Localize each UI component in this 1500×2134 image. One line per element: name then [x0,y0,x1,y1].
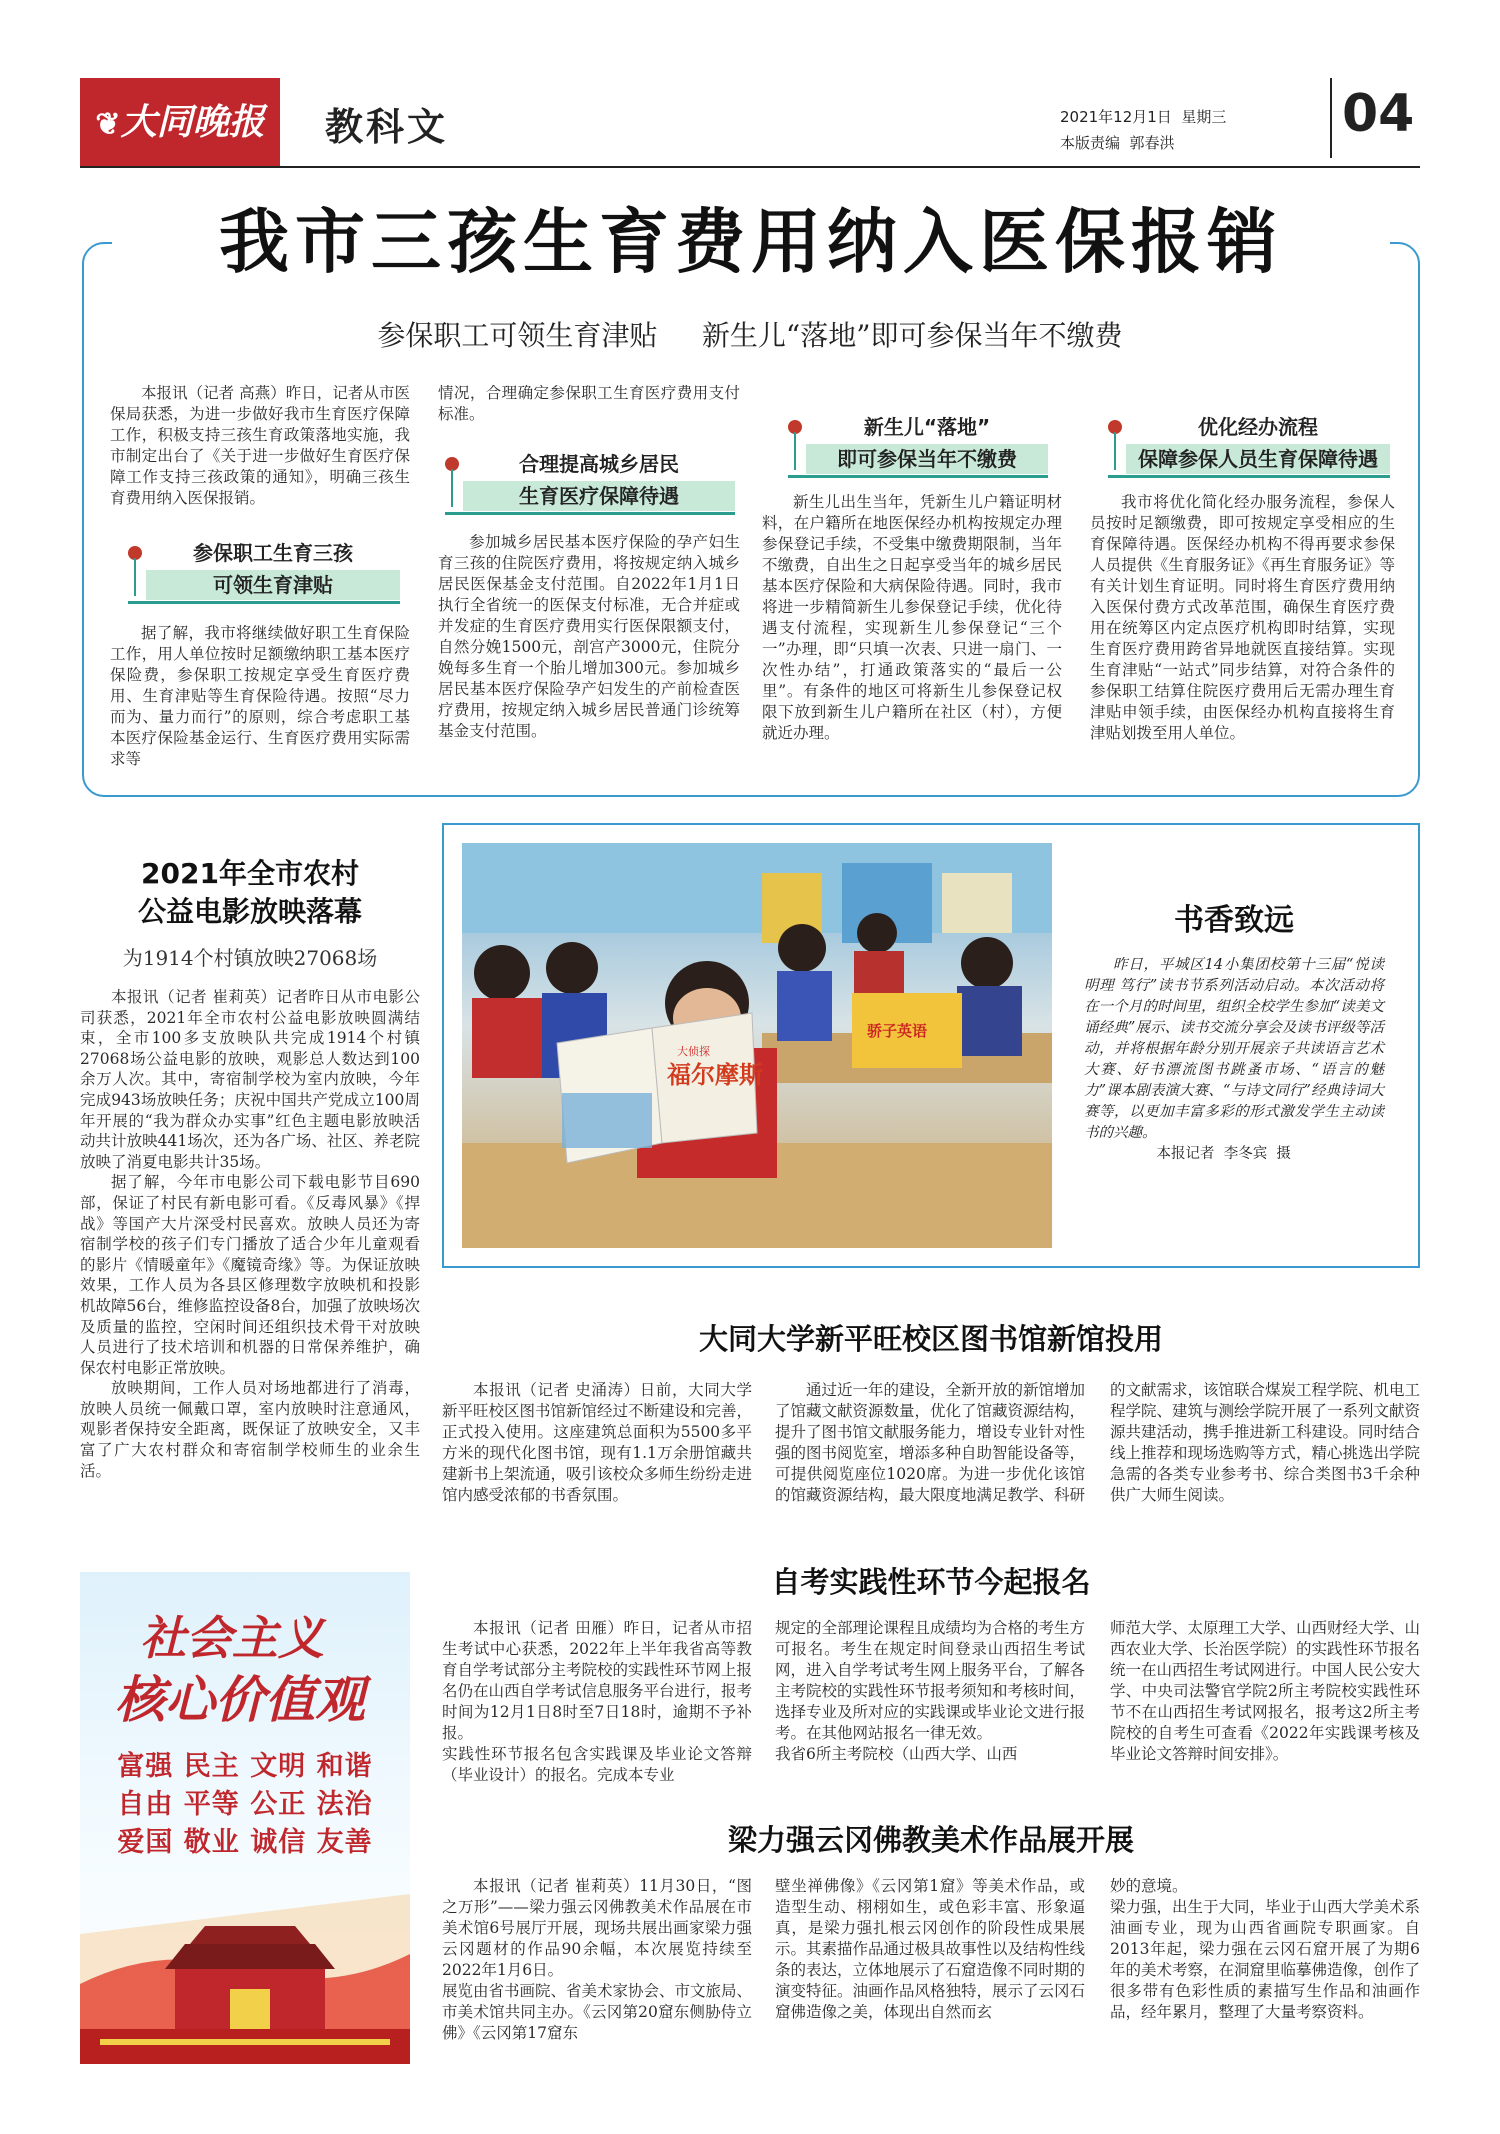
lead-col1-text: 据了解，我市将继续做好职工生育保险工作，用人单位按时足额缴纳职工基本医疗保险费，参保职工按规定享受生育医疗费用、生育津贴等生育保险待遇。按照“尽力而为、量力而行”的原则，综合考虑职工基本医疗保险基金运行、生育医疗费用实际需求等 [110,624,410,768]
exam-title: 自考实践性环节今起报名 [771,1565,1091,1599]
art-title: 梁力强云冈佛教美术作品展开展 [727,1823,1134,1857]
student-body [957,986,1022,1056]
lead-col2-top [438,383,740,425]
lead-col3-text: 新生儿出生当年，凭新生儿户籍证明材料，在户籍所在地医保经办机构按规定办理参保登记手续，不受集中缴费期限制，当年不缴费，自出生之日起享受当年的城乡居民基本医疗保险和大病保险待遇。同时，我市将进一步精简新生儿参保登记手续，优化待遇支付流程，实现新生儿参保登记“三个一”办理，即“只填一次表、只进一扇门、一次性办结”，打通政策落实的“最后一公里”。有条件的地区可将新生儿参保登记权限下放到新生儿户籍所在社区（村），方便就近办理。 [762,493,1062,742]
poster-values-row: 富强 民主 文明 和谐 [117,1751,373,1782]
poster-title-line1: 社会主义 [140,1611,324,1665]
lead-headline: 我市三孩生育费用纳入医保报销 [112,200,1390,284]
section-name: 教科文 [325,104,449,149]
student-body [472,998,542,1078]
issue-date: 2021年12月1日 星期三 [1060,108,1227,126]
bullet-stem [794,432,796,470]
exam-text: 本报讯（记者 田雁）昨日，记者从市招生考试中心获悉，2022年上半年我省高等教育自学考试部分主考院校的实践性环节网上报名仍在山西自学考试信息服务平台进行，报考时间为12月1日8时至7日18时，逾期不予补报。 实践性环节报名包含实践课及毕业论文答辩（毕业设计）的报名。完成本专业 [442,1619,753,1784]
page-editor: 本版责编 郭春洪 [1060,134,1175,152]
film-para: 本报讯（记者 崔莉英）记者昨日从市电影公司获悉，2021年全市农村公益电影放映圆满结束，全市100多支放映队共完成1914个村镇27068场公益电影的放映，观影总人数达到100余万人次。其中，寄宿制学校为室内放映，今年完成943场放映任务；庆祝中国共产党成立100周年开展的“我为群众办实事”红色主题电影放映活动共计放映441场次，还为各广场、社区、养老院放映了消夏电影共计35场。 [80,988,420,1171]
subhead-box-4 [1108,412,1390,478]
library-text: 通过近一年的建设，全新开放的新馆增加了馆藏文献资源数量，优化了馆藏资源结构，提升了图书馆文献服务能力，增设专业针对性强的图书阅览室，增添多种自助智能设备等，可提供阅览座位1020席。为进一步优化该馆的馆藏资源结构，最大限度地满足教学、科研 [775,1381,1086,1504]
student-head [778,924,826,972]
exam-text: 规定的全部理论课程且成绩均为合格的考生方可报名。考生在规定时间登录山西招生考试网，进入自学考试考生网上服务平台，了解各主考院校的实践性环节报考须知和考核时间，选择专业及所对应的实践课或毕业论文进行报考。在其他网站报名一律无效。 我省6所主考院校（山西大学、山西 [775,1619,1086,1763]
poster-values-row: 自由 平等 公正 法治 [117,1789,373,1820]
book-cover-series: 大侦探 [677,1045,710,1058]
divider [1330,78,1332,158]
film-para: 放映期间，工作人员对场地都进行了消毒，放映人员统一佩戴口罩，室内放映时注意通风，观影者保持安全距离，既保证了放映安全，又丰富了广大农村群众和寄宿制学校师生的业余生活。 [80,1379,420,1480]
exam-text: 师范大学、太原理工大学、山西财经大学、山西农业大学、长治医学院）的实践性环节报名统一在山西招生考试网进行。中国人民公安大学、中央司法警官学院2所主考院校实践性环节不在山西招生考试网报名，报考这2所主考院校的自考生可查看《2022年实践课考核及毕业论文答辩时间安排》。 [1110,1619,1421,1763]
film-title-line1: 2021年全市农村 [141,857,359,890]
poster-values-row: 爱国 敬业 诚信 友善 [117,1827,373,1858]
lead-col3-body [762,492,1062,744]
bullet-stem [451,469,453,507]
art-text: 壁坐禅佛像》《云冈第1窟》等美术作品，或造型生动、栩栩如生，或色彩丰富、形象逼真，是梁力强扎根云冈创作的阶段性成果展示。其素描作品通过极具故事性以及结构性线条的表达，立体地展示了石窟造像不同时期的演变特征。油画作品风格独特，展示了云冈石窟佛造像之美，体现出自然而玄 [775,1877,1086,2021]
library-col1 [442,1380,752,1506]
core-values-poster [80,1572,410,2064]
art-col3 [1110,1876,1420,2023]
student-head [474,945,530,1001]
book-cover-title: 福尔摩斯 [667,1061,763,1089]
subhead-line: 生育医疗保障待遇 [463,481,735,511]
poster-title-line2: 核心价值观 [115,1670,365,1729]
lead-col2-top-text: 情况，合理确定参保职工生育医疗费用支付标准。 [438,384,740,423]
subhead-line: 优化经办流程 [1198,415,1318,439]
subhead-line: 可领生育津贴 [146,570,400,600]
photo-title: 书香致远 [1174,903,1294,938]
masthead [80,78,1420,168]
logo-text: 大同晚报 [120,101,265,143]
library-text: 本报讯（记者 史涌涛）日前，大同大学新平旺校区图书馆新馆经过不断建设和完善，正式投入使用。这座建筑总面积为5500多平方米的现代化图书馆，现有1.1万余册馆藏共建新书上架流通，吸引该校众多师生纷纷走进馆内感受浓郁的书香氛围。 [442,1381,753,1504]
film-title-line2: 公益电影放映落幕 [137,895,362,928]
library-text: 的文献需求，该馆联合煤炭工程学院、机电工程学院、建筑与测绘学院开展了一系列文献资源共建活动，携手推进新工科建设。同时结合线上推荐和现场选购等方式，精心挑选出学院急需的各类专业参考书、综合类图书3千余种供广大师生阅读。 [1110,1381,1421,1504]
art-text: 本报讯（记者 崔莉英）11月30日，“图之万形”——梁力强云冈佛教美术作品展在市美术馆6号展厅开展，现场共展出画家梁力强云冈题材的作品90余幅，本次展览持续至2022年1月6日。 展览由省书画院、省美术家协会、市文旅局、市美术馆共同主办。《云冈第20窟东侧胁侍立佛》《云冈第17窟东 [442,1877,753,2042]
subhead-line: 合理提高城乡居民 [519,452,679,476]
photo-caption-text: 昨日，平城区14小集团校第十三届“悦读 明理 笃行”读书节系列活动启动。本次活动将在一个月的时间里，组织全校学生参加“读美文 诵经典”展示、读书交流分享会及读书评级等活动，并将根据年龄分别开展亲子共读语言艺术大赛、好书漂流图书跳蚤市场、“语言的魅力”课本剧表演大赛、“与诗文同行”经典诗词大赛等，以更加丰富多彩的形式激发学生主动读书的兴趣。 [1084,957,1384,1141]
lead-col4-body [1090,492,1395,744]
photo-credit: 本报记者 李冬宾 摄 [1156,1146,1291,1162]
classroom-reading-photo [462,843,1052,1248]
subhead-line: 保障参保人员生育保障待遇 [1126,444,1390,474]
lead-col4-text: 我市将优化简化经办服务流程，参保人员按时足额缴费，即可按规定享受相应的生育保障待遇。医保经办机构不得再要求参保人员提供《生育服务证》《再生育服务证》等有关计划生育证明。同时将生育医疗费用纳入医保付费方式改革范围，确保生育医疗费用在统筹区内定点医疗机构即时结算，实现生育医疗费用跨省异地就医直接结算。实现生育津贴“一站式”同步结算，对符合条件的参保职工结算住院医疗费用后无需办理生育津贴申领手续，由医保经办机构直接将生育津贴划拨至用人单位。 [1090,493,1395,742]
photo-feature-frame [442,823,1420,1268]
bullet-stem [1114,432,1116,470]
film-para: 据了解，今年市电影公司下载电影节目690部，保证了村民有新电影可看。《反毒风暴》《捍战》等国产大片深受村民喜欢。放映人员还为寄宿制学校的孩子们专门播放了适合少年儿童观看的影片《情暖童年》《魔镜奇缘》等。为保证放映效果，工作人员为各县区修理数字放映机和投影机故障56台，维修监控设备8台，加强了放映场次及质量的监控，空闲时间还组织技术骨干对放映人员进行了技术培训和机器的日常保养维护，确保农村电影正常放映。 [80,1173,420,1377]
library-col3 [1110,1380,1420,1506]
lead-intro-text: 本报讯（记者 高燕）昨日，记者从市医保局获悉，为进一步做好我市生育医疗保障工作，积极支持三孩生育政策落地实施，我市制定出台了《关于进一步做好生育医疗保障工作支持三孩政策的通知》，明确三孩生育费用纳入医保报销。 [110,384,410,507]
subhead-line: 参保职工生育三孩 [193,541,353,565]
subhead-box-2 [445,449,735,515]
library-title: 大同大学新平旺校区图书馆新馆投用 [698,1322,1163,1356]
lead-col2-body [438,532,740,742]
lead-subheadline: 参保职工可领生育津贴 新生儿“落地”即可参保当年不缴费 [377,319,1123,352]
film-subtitle: 为1914个村镇放映27068场 [122,946,378,970]
student-head [857,913,897,953]
photo-caption [1084,955,1384,1165]
film-body [80,987,420,1481]
tiananmen-illustration [80,1874,410,2064]
student-head [546,942,598,994]
book-cover-title: 骄子英语 [867,1022,928,1040]
art-col2 [775,1876,1085,2023]
exam-col3 [1110,1618,1420,1765]
subhead-line: 即可参保当年不缴费 [806,444,1048,474]
page-number: 04 [1342,84,1415,144]
library-col2 [775,1380,1085,1506]
logo-flame-icon: ❦ [95,107,121,142]
bullet-stem [134,558,136,596]
lead-col2-text: 参加城乡居民基本医疗保险的孕产妇生育三孩的住院医疗费用，将按规定纳入城乡居民医保基金支付范围。自2022年1月1日执行全省统一的医保支付标准，无合并症或并发症的生育医疗费用实行医保限额支付，自然分娩1500元，剖宫产3000元，住院分娩每多生育一个胎儿增加300元。参加城乡居民基本医疗保险孕产妇发生的产前检查医疗费用，按规定纳入城乡居民普通门诊统筹基金支付范围。 [438,533,740,740]
student-head [961,937,1013,989]
art-text: 妙的意境。 梁力强，出生于大同，毕业于山西大学美术系油画专业，现为山西省画院专职画家。自2013年起，梁力强在云冈石窟开展了为期6年的美术考察，在洞窟里临摹佛造像，创作了很多带有色彩性质的素描写生作品和油画作品，经年累月，整理了大量考察资料。 [1110,1877,1421,2021]
newspaper-logo [80,78,280,166]
subhead-box-3 [788,412,1048,478]
art-col1 [442,1876,752,2044]
lead-col1-body [110,623,410,770]
masthead-rule [80,166,1420,168]
subhead-box-1 [128,538,400,604]
exam-col2 [775,1618,1085,1765]
lead-intro [110,383,410,509]
wall-poster [942,873,1012,933]
subhead-line: 新生儿“落地” [863,415,991,439]
exam-col1 [442,1618,752,1786]
student-body [777,971,832,1041]
